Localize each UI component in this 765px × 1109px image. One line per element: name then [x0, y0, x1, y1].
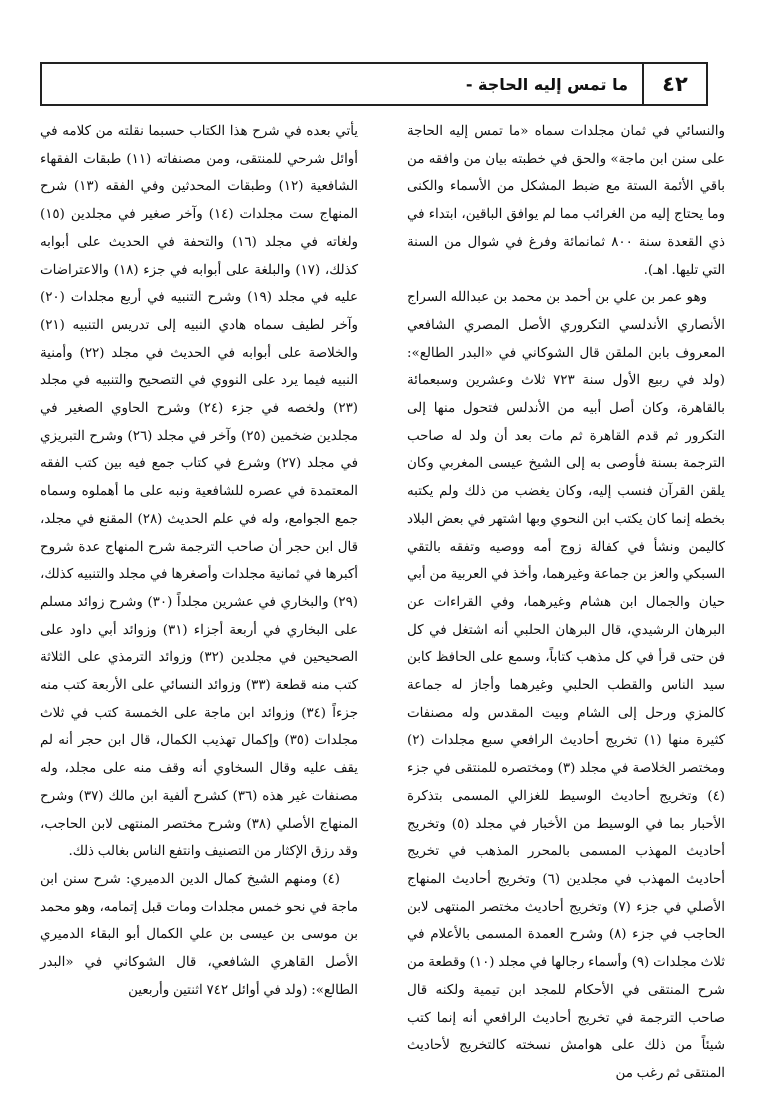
running-title: ما تمس إليه الحاجة -	[465, 74, 628, 94]
running-header	[40, 62, 708, 106]
paragraph: وهو عمر بن علي بن أحمد بن محمد بن عبدالله السراج الأنصاري الأندلسي التكروري الأصل المصري الشافعي المعروف بابن الملقن قال الشوكاني في «البدر الطالع»: (ولد في ربيع الأول سنة ٧٢٣ ثلاث وعشرين وسبعمائة بالقاهرة، وكان أصل أبيه من الأندلس فتحول منها إلى التكرور ثم قدم القاهرة ثم مات بعد أن ولد له صاحب الترجمة بسنة فأوصى به إلى الشيخ عيسى المغربي وكان يلقن القرآن فنسب إليه، وكان يغضب من ذلك ولم يكتبه بخطه إنما كان يكتب ابن النحوي وبها اشتهر في بعض البلاد كاليمن ونشأ في كفالة زوج أمه ووصيه وتفقه بالتقي السبكي والعز بن جماعة وغيرهما، وأخذ في العربية من أبي حيان والجمال ابن هشام وغيرهما، وفي القراءات عن البرهان الرشيدي، قال البرهان الحلبي أنه اشتغل في كل فن حتى قرأ في كل مذهب كتاباً، وسمع على الحافظ كابن سيد الناس والقطب الحلبي وغيرهما وأجاز له جماعة كالمزي ورحل إلى الشام وبيت المقدس وله مصنفات كثيرة منها (١) تخريج أحاديث الرافعي سبع مجلدات (٢) ومختصر الخلاصة في مجلد (٣) ومختصره للمنتقى في جزء (٤) وتخريج أحاديث الوسيط للغزالي المسمى بتذكرة الأحبار بما في الوسيط من الأخبار في مجلد (٥) وتخريج أحاديث المهذب المسمى بالمحرر المذهب في تخريج أحاديث المهذب في مجلدين (٦) وتخريج أحاديث المنهاج الأصلي في جزء (٧) وتخريج أحاديث مختصر المنتهى لابن الحاجب في جزء (٨) وشرح العمدة المسمى بالأعلام في ثلاث مجلدات (٩) وأسماء رجالها في مجلد (١٠) وقطعة من شرح المنتقى في الأحكام للمجد ابن تيمية ولكنه قال صاحب الترجمة في تخريج أحاديث الرافعي أنه إنما كتب شيئاً من ذلك على هوامش نسخته كالتخريج لأحاديث المنتقى ثم رغب من	[407, 290, 726, 1081]
paragraph: (٤) ومنهم الشيخ كمال الدين الدميري: شرح سنن ابن ماجة في نحو خمس مجلدات ومات قبل إتمامه، وهو محمد بن موسى بن عيسى بن علي الكمال أبو البقاء الدميري الأصل القاهري الشافعي، قال الشوكاني في «البدر الطالع»: (ولد في أوائل ٧٤٢ اثنتين وأربعين	[40, 871, 358, 998]
left-column	[40, 118, 358, 1005]
page-number: ٤٢	[642, 64, 706, 104]
paragraph: والنسائي في ثمان مجلدات سماه «ما تمس إليه الحاجة على سنن ابن ماجة» والحق في خطبته بيان من وافقه من باقي الأئمة الستة مع ضبط المشكل من الأسماء والكنى وما يحتاج إليه من الغرائب مما لم يوافق الباقين، ابتداء في ذي القعدة سنة ٨٠٠ ثمانمائة وفرغ في شوال من السنة التي تليها. اهـ).	[407, 124, 725, 278]
right-column	[407, 118, 725, 1088]
paragraph: يأتي بعده في شرح هذا الكتاب حسبما نقلته من كلامه في أوائل شرحي للمنتقى، ومن مصنفاته (١١) طبقات الفقهاء الشافعية (١٢) وطبقات المحدثين وفي الفقه (١٣) شرح المنهاج ست مجلدات (١٤) وآخر صغير في مجلدين (١٥) ولغاته في مجلد (١٦) والتحفة في الحديث على أبوابه كذلك، (١٧) والبلغة على أبوابه في جزء (١٨) والاعتراضات عليه في مجلد (١٩) وشرح التنبيه في أربع مجلدات (٢٠) وآخر لطيف سماه هادي النبيه إلى تدريس التنبيه (٢١) والخلاصة على أبوابه في الحديث في مجلد (٢٢) وأمنية النبيه فيما يرد على النووي في التصحيح والتنبيه في مجلد (٢٣) ولخصه في جزء (٢٤) وشرح الحاوي الصغير في مجلدين ضخمين (٢٥) وآخر في مجلد (٢٦) وشرح التبريزي في مجلد (٢٧) وشرع في كتاب جمع فيه بين كتب الفقه المعتمدة في عصره للشافعية ونبه على ما أهملوه وسماه جمع الجوامع، وله في علم الحديث (٢٨) المقنع في مجلد، قال ابن حجر أن صاحب الترجمة شرح المنهاج عدة شروح أكبرها في ثمانية مجلدات وأصغرها في مجلد والتنبيه كذلك، (٢٩) والبخاري في عشرين مجلداً (٣٠) وشرح زوائد مسلم على البخاري في أربعة أجزاء (٣١) وزوائد أبي داود على الصحيحين في مجلدين (٣٢) وزوائد الترمذي على الثلاثة كتب منه قطعة (٣٣) وزوائد النسائي على الأربعة كتب منه جزءاً (٣٤) وزوائد ابن ماجة على الخمسة كتب في ثلاث مجلدات (٣٥) وإكمال تهذيب الكمال، قال ابن حجر أنه لم يقف عليه وقال السخاوي أنه وقف منه على مجلد، وله مصنفات غير هذه (٣٦) كشرح ألفية ابن مالك (٣٧) وشرح المنهاج الأصلي (٣٨) وشرح مختصر المنتهى لابن الحاجب، وقد رزق الإكثار من التصنيف وانتفع الناس بغالب ذلك.	[40, 124, 359, 860]
